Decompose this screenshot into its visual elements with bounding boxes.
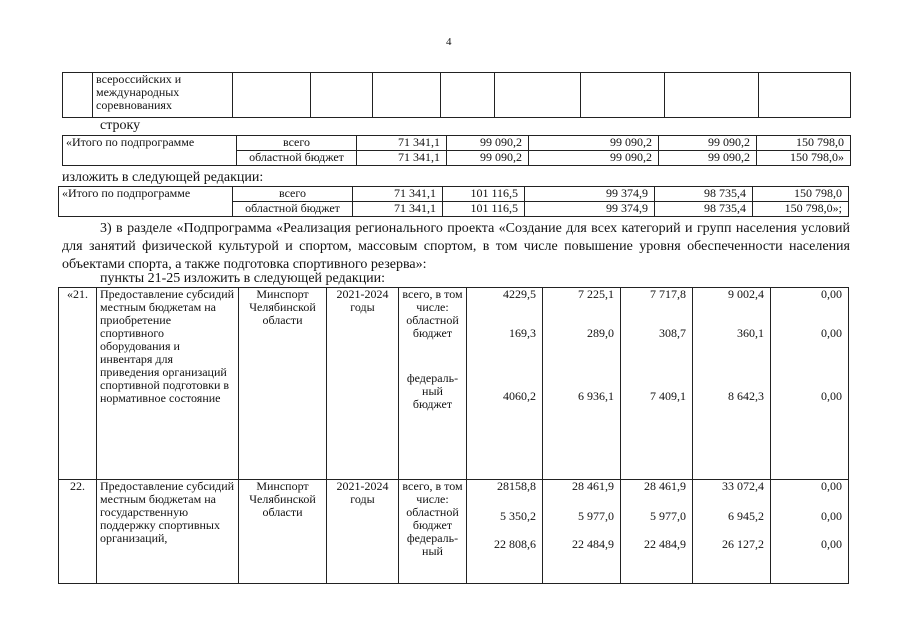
row-type: областной бюджет	[233, 202, 353, 217]
value: 5 350,2	[500, 509, 536, 523]
value: 4060,2	[503, 389, 536, 403]
row-type: всего	[233, 187, 353, 202]
item-values-col	[693, 480, 771, 584]
cell: 99 090,2	[529, 136, 659, 151]
item-years: 2021-2024 годы	[327, 288, 399, 480]
cell: 150 798,0»;	[753, 202, 849, 217]
text-punkty: пункты 21-25 изложить в следующей редакции:	[100, 271, 386, 286]
source-federal: федераль-ный	[406, 531, 459, 558]
cell: 150 798,0»	[757, 151, 851, 166]
value: 6 936,1	[578, 389, 614, 403]
value: 0,00	[821, 389, 842, 403]
value: 289,0	[587, 326, 614, 340]
value: 9 002,4	[728, 287, 764, 301]
cell: 98 735,4	[655, 187, 753, 202]
item-values-col	[771, 288, 849, 480]
value: 0,00	[821, 509, 842, 523]
source-regional: областной бюджет	[406, 313, 459, 340]
item-num: «21.	[59, 288, 97, 480]
item-num: 22.	[59, 480, 97, 584]
value: 308,7	[659, 326, 686, 340]
source-federal: федераль-ный бюджет	[406, 371, 459, 411]
value: 22 484,9	[572, 537, 614, 551]
cell: 99 090,2	[659, 151, 757, 166]
text-stroku: строку	[100, 118, 141, 133]
totals-label: «Итого по подпрограмме	[63, 136, 237, 166]
value: 0,00	[821, 326, 842, 340]
cell: 71 341,1	[357, 136, 447, 151]
item-sources	[399, 480, 467, 584]
cell: 99 374,9	[525, 187, 655, 202]
value: 33 072,4	[722, 479, 764, 493]
cell: 71 341,1	[357, 151, 447, 166]
value: 0,00	[821, 537, 842, 551]
row-type: областной бюджет	[237, 151, 357, 166]
cell: 101 116,5	[443, 202, 525, 217]
item-values-col	[693, 288, 771, 480]
value: 5 977,0	[578, 509, 614, 523]
new-totals-table	[58, 186, 849, 217]
cell: 99 090,2	[447, 136, 529, 151]
cell: 101 116,5	[443, 187, 525, 202]
item-values-col	[771, 480, 849, 584]
item-values-col	[621, 480, 693, 584]
item-values-col	[543, 288, 621, 480]
old-totals-table	[62, 135, 851, 166]
value: 0,00	[821, 287, 842, 301]
item-values-col	[467, 480, 543, 584]
totals-label: «Итого по подпрограмме	[59, 187, 233, 217]
item-sources	[399, 288, 467, 480]
value: 5 977,0	[650, 509, 686, 523]
item-years: 2021-2024 годы	[327, 480, 399, 584]
item-name: Предоставление субсидий местным бюджетам на приобретение спортивного оборудования и инвентаря для приведения организаций спортивной подготовки в нормативное состояние	[97, 288, 239, 480]
cell: 99 090,2	[529, 151, 659, 166]
cell: 71 341,1	[353, 202, 443, 217]
page-number: 4	[446, 36, 452, 48]
value: 22 808,6	[494, 537, 536, 551]
value: 7 225,1	[578, 287, 614, 301]
items-table	[58, 287, 849, 584]
item-values-col	[621, 288, 693, 480]
item-values-col	[543, 480, 621, 584]
item-text: всероссийских и международных соревнованиях	[93, 73, 233, 118]
value: 28 461,9	[572, 479, 614, 493]
value: 22 484,9	[644, 537, 686, 551]
item-name: Предоставление субсидий местным бюджетам на государственную поддержку спортивных организаций,	[97, 480, 239, 584]
previous-table-fragment	[62, 72, 851, 118]
text-izlozhit: изложить в следующей редакции:	[62, 170, 264, 185]
value: 26 127,2	[722, 537, 764, 551]
paragraph-section3: 3) в разделе «Подпрограмма «Реализация регионального проекта «Создание для всех категорий и групп населения условий для занятий физической культурой и спортом, массовым спортом, в том числе повышение уровня обеспеченности населения объектами спорта, а также подготовка спортивного резерва»:	[62, 221, 850, 272]
value: 7 717,8	[650, 287, 686, 301]
item-values-col	[467, 288, 543, 480]
value: 7 409,1	[650, 389, 686, 403]
source-total: всего, в том числе:	[402, 479, 463, 506]
value: 8 642,3	[728, 389, 764, 403]
cell: 99 090,2	[447, 151, 529, 166]
cell: 99 090,2	[659, 136, 757, 151]
item-executor: Минспорт Челябинской области	[239, 480, 327, 584]
value: 360,1	[737, 326, 764, 340]
cell: 71 341,1	[353, 187, 443, 202]
value: 28158,8	[497, 479, 536, 493]
cell: 150 798,0	[757, 136, 851, 151]
source-regional: областной бюджет	[406, 505, 459, 532]
cell: 98 735,4	[655, 202, 753, 217]
value: 6 945,2	[728, 509, 764, 523]
value: 169,3	[509, 326, 536, 340]
value: 0,00	[821, 479, 842, 493]
item-executor: Минспорт Челябинской области	[239, 288, 327, 480]
row-type: всего	[237, 136, 357, 151]
value: 4229,5	[503, 287, 536, 301]
cell: 150 798,0	[753, 187, 849, 202]
cell: 99 374,9	[525, 202, 655, 217]
value: 28 461,9	[644, 479, 686, 493]
source-total: всего, в том числе:	[402, 287, 463, 314]
